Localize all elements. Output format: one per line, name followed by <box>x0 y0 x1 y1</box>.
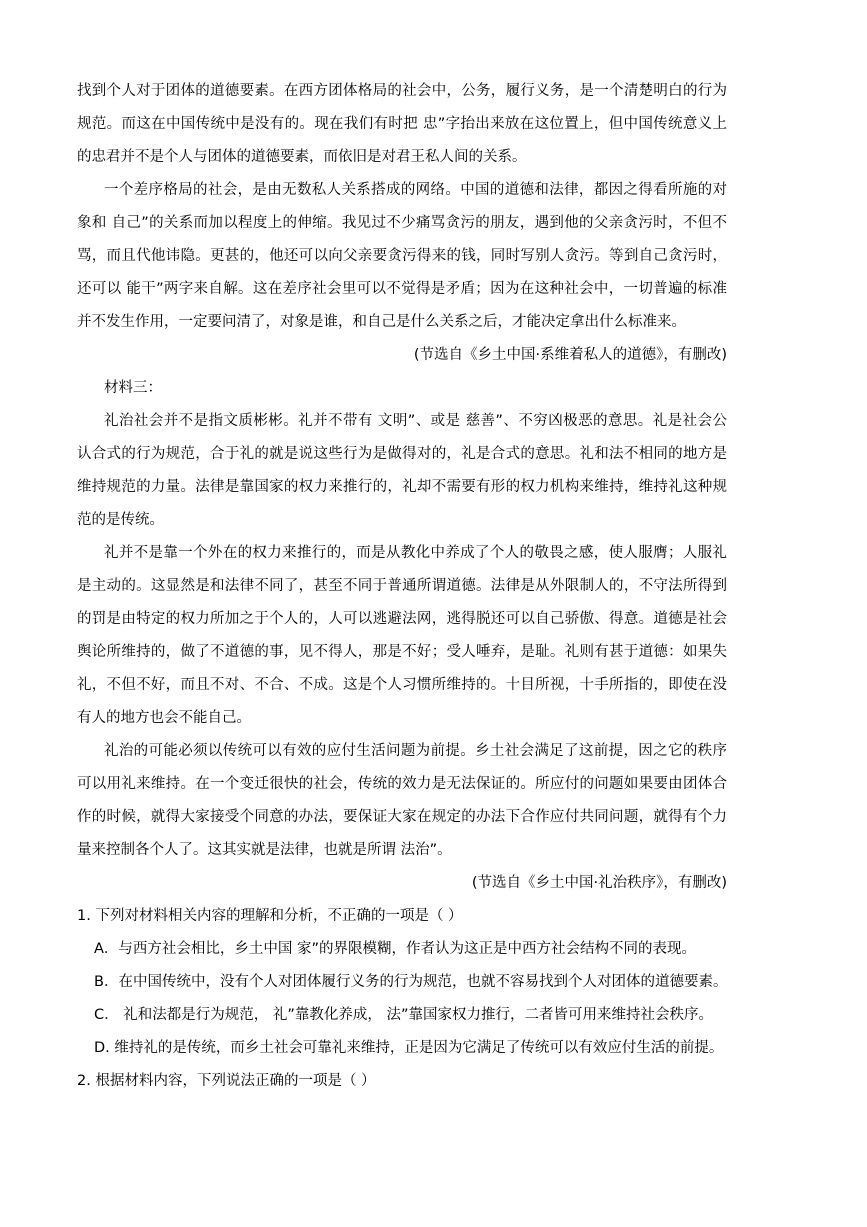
paragraph-line: 还可以 能干”两字来自解。这在差序社会里可以不觉得是矛盾；因为在这种社会中，一切普遍的标准 <box>77 281 727 297</box>
paragraph-line: 可以用礼来维持。在一个变迁很快的社会，传统的效力是无法保证的。所应付的问题如果要由团体合 <box>77 776 727 792</box>
paragraph-line: 礼，不但不好，而且不对、不合、不成。这是个人习惯所维持的。十目所视，十手所指的，即使在没 <box>77 677 727 693</box>
question-option[interactable]: C． 礼和法都是行为规范， 礼”靠教化养成， 法”靠国家权力推行，二者皆可用来维持社会秩序。 <box>94 1007 713 1023</box>
source-citation: (节选自《乡土中国·系维着私人的道德》，有删改) <box>413 347 727 363</box>
question-option[interactable]: A．与西方社会相比，乡土中国 家”的界限模糊，作者认为这正是中西方社会结构不同的表现。 <box>94 941 697 957</box>
paragraph-line: 找到个人对于团体的道德要素。在西方团体格局的社会中，公务，履行义务，是一个清楚明白的行为 <box>77 83 727 99</box>
paragraph-line: 的忠君并不是个人与团体的道德要素，而依旧是对君王私人间的关系。 <box>77 149 527 165</box>
paragraph-line: 一个差序格局的社会，是由无数私人关系搭成的网络。中国的道德和法律，都因之得看所施的对 <box>104 182 727 198</box>
question-stem: 1. 下列对材料相关内容的理解和分析，不正确的一项是（ ） <box>77 908 463 924</box>
material-label: 材料三： <box>104 380 162 396</box>
paragraph-line: 认合式的行为规范，合于礼的就是说这些行为是做得对的，礼是合式的意思。礼和法不相同的地方是 <box>77 446 727 462</box>
paragraph-line: 礼治社会并不是指文质彬彬。礼并不带有 文明”、或是 慈善”、不穷凶极恶的意思。礼是社会公 <box>104 413 727 429</box>
question-option[interactable]: B．在中国传统中，没有个人对团体履行义务的行为规范，也就不容易找到个人对团体的道德要素。 <box>94 974 728 990</box>
paragraph-line: 的罚是由特定的权力所加之于个人的，人可以逃避法网，逃得脱还可以自己骄傲、得意。道德是社会 <box>77 611 727 627</box>
paragraph-line: 并不发生作用，一定要问清了，对象是谁，和自己是什么关系之后，才能决定拿出什么标准来。 <box>77 314 686 330</box>
paragraph-line: 量来控制各个人了。这其实就是法律，也就是所谓 法治”。 <box>77 842 452 858</box>
paragraph-line: 象和 自己”的关系而加以程度上的伸缩。我见过不少痛骂贪污的朋友，遇到他的父亲贪污时，不但不 <box>77 215 727 231</box>
paragraph-line: 维持规范的力量。法律是靠国家的权力来推行的，礼却不需要有形的权力机构来维持，维持礼这种规 <box>77 479 727 495</box>
paragraph-line: 范的是传统。 <box>77 512 164 528</box>
paragraph-line: 有人的地方也会不能自己。 <box>77 710 251 726</box>
paragraph-line: 舆论所维持的，做了不道德的事，见不得人，那是不好；受人唾弃，是耻。礼则有甚于道德：如果失 <box>77 644 727 660</box>
paragraph-line: 规范。而这在中国传统中是没有的。现在我们有时把 忠”字抬出来放在这位置上，但中国传统意义上 <box>77 116 727 132</box>
paragraph-line: 骂，而且代他讳隐。更甚的，他还可以向父亲要贪污得来的钱，同时写别人贪污。等到自己贪污时， <box>77 248 727 264</box>
paragraph-line: 礼并不是靠一个外在的权力来推行的，而是从教化中养成了个人的敬畏之感，使人服膺；人服礼 <box>104 545 727 561</box>
question-option[interactable]: D. 维持礼的是传统，而乡土社会可靠礼来维持，正是因为它满足了传统可以有效应付生活的前提。 <box>94 1040 724 1056</box>
question-stem: 2. 根据材料内容，下列说法正确的一项是（ ） <box>77 1073 376 1089</box>
paragraph-line: 礼治的可能必须以传统可以有效的应付生活问题为前提。乡土社会满足了这前提，因之它的秩序 <box>104 743 727 759</box>
paragraph-line: 作的时候，就得大家接受个同意的办法，要保证大家在规定的办法下合作应付共同问题，就得有个力 <box>77 809 727 825</box>
paragraph-line: 是主动的。这显然是和法律不同了，甚至不同于普通所谓道德。法律是从外限制人的，不守法所得到 <box>77 578 727 594</box>
source-citation: (节选自《乡土中国·礼治秩序》，有删改) <box>471 875 727 891</box>
